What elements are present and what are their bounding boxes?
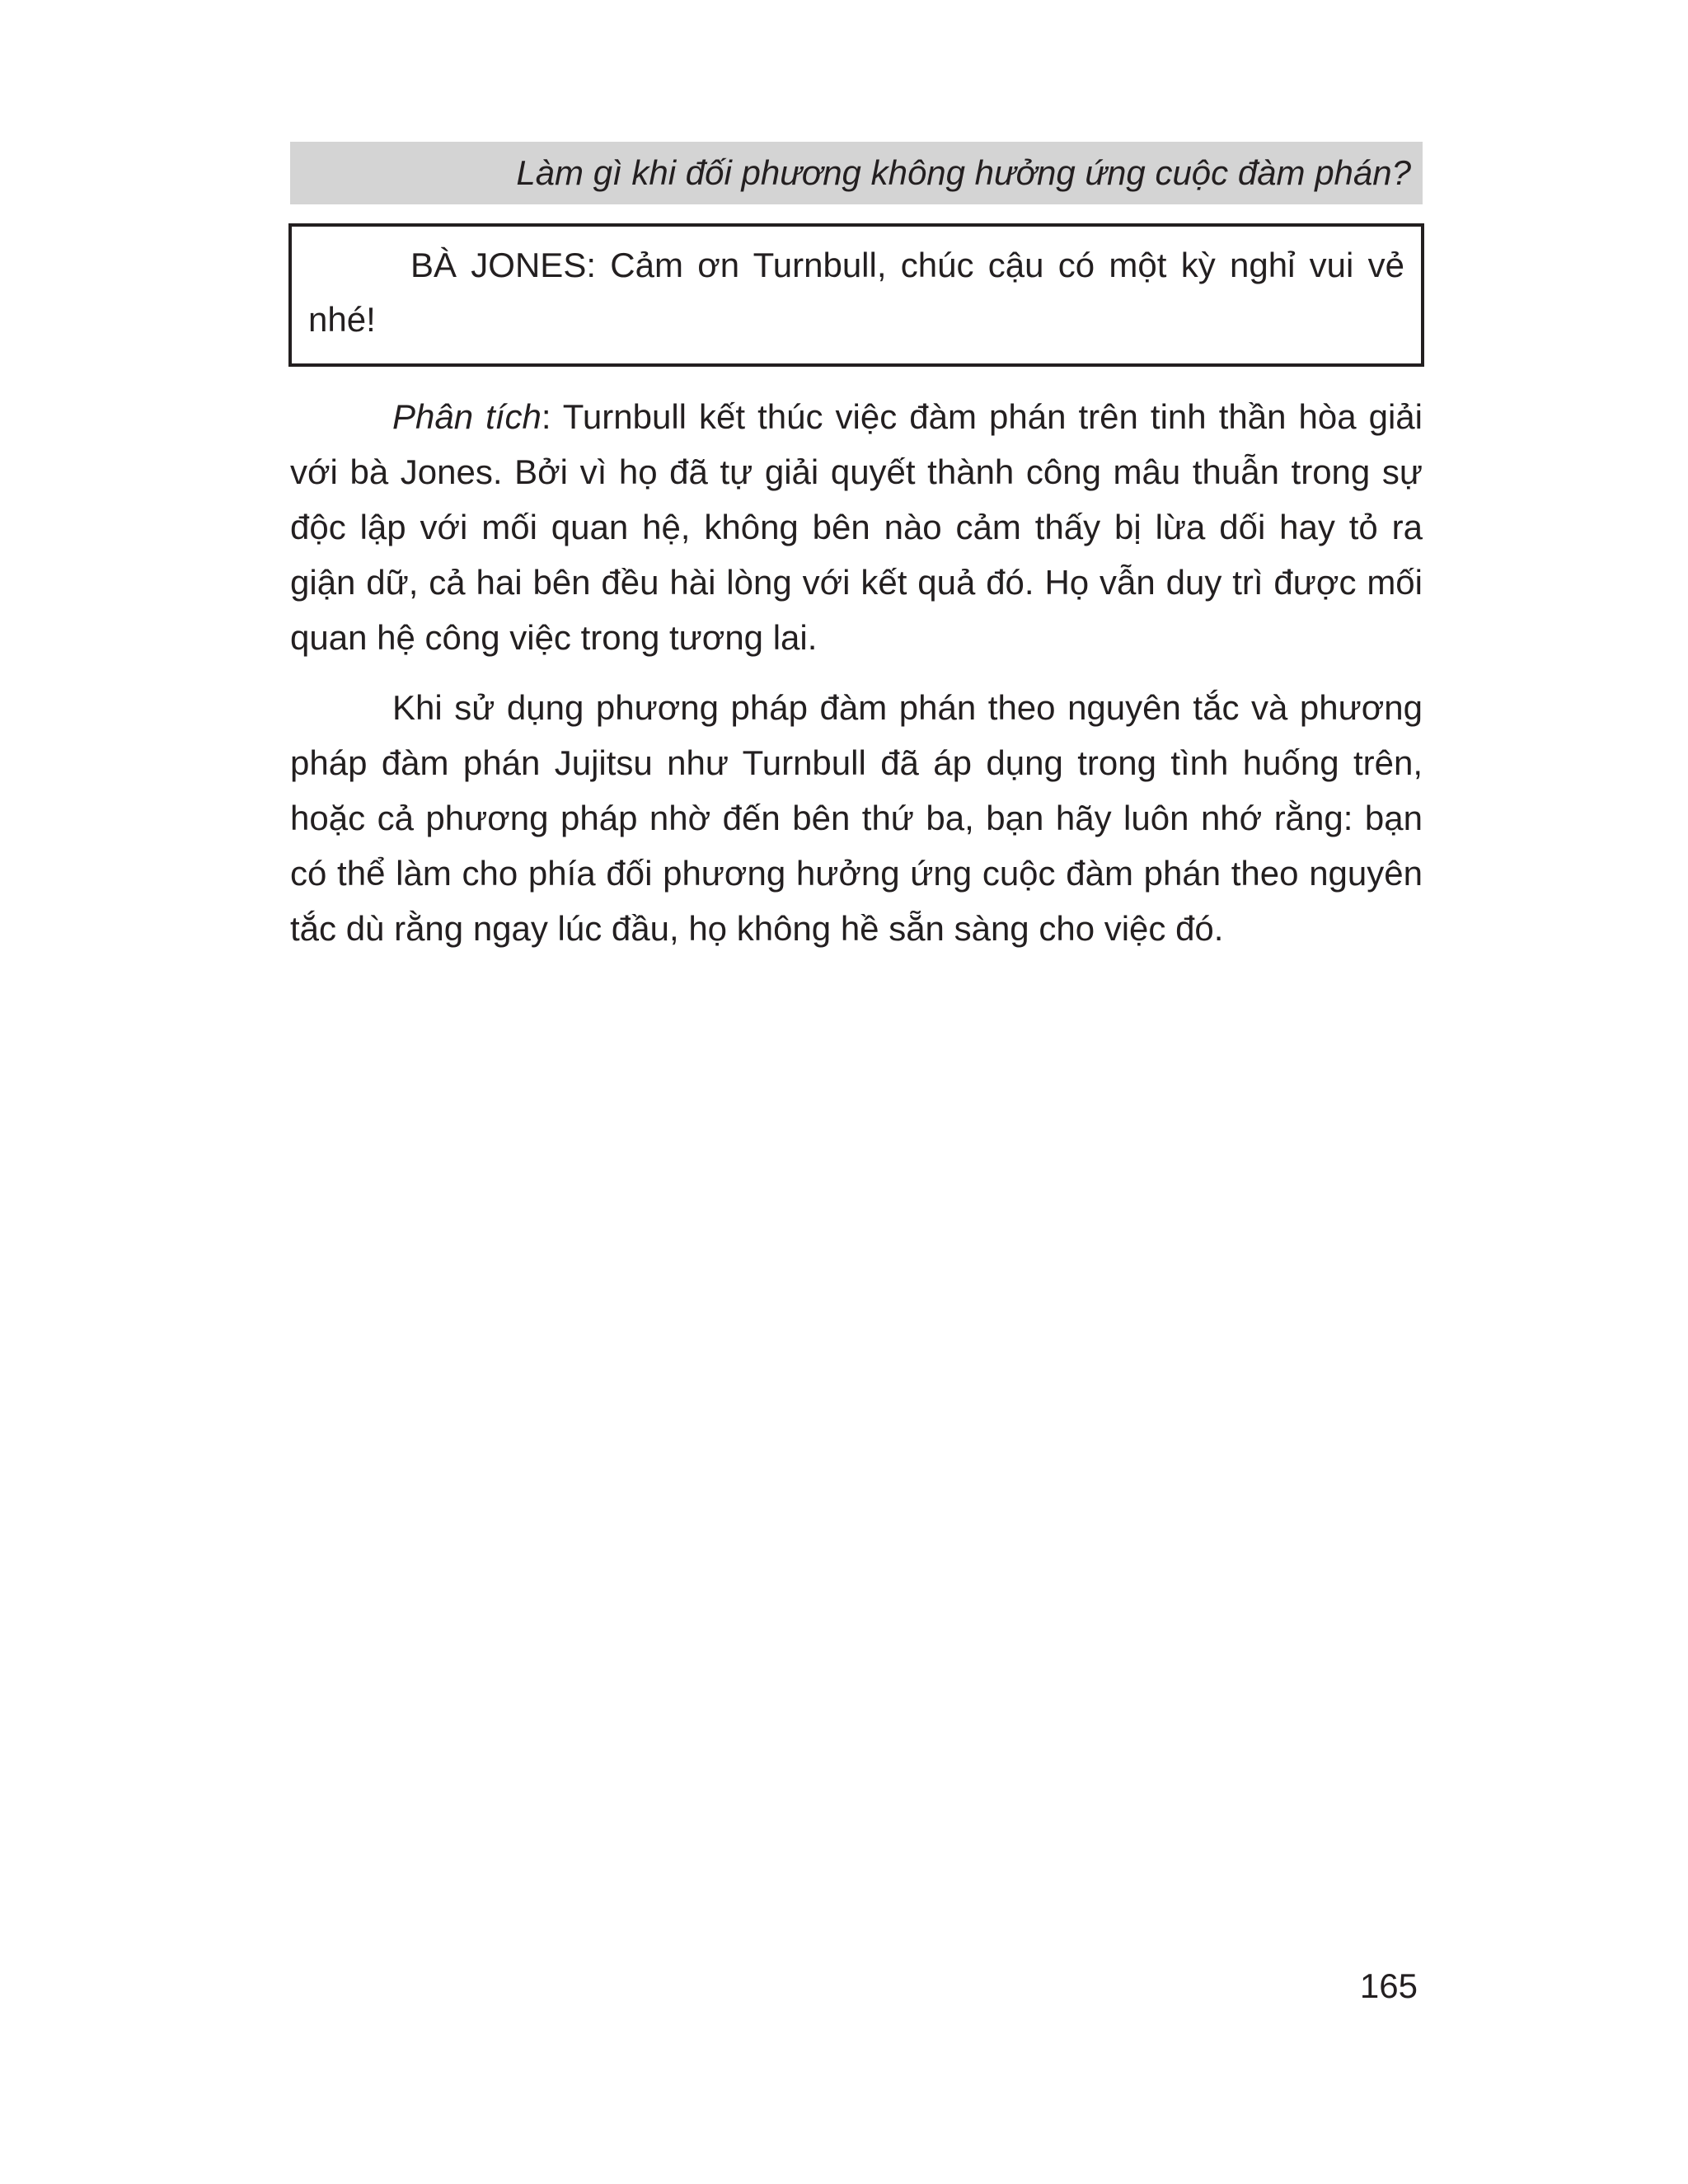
- paragraph-analysis: [290, 389, 1423, 665]
- dialogue-box: [288, 223, 1424, 367]
- body-text: [290, 389, 1423, 971]
- dialogue-text: : Cảm ơn Turnbull, chúc cậu có một kỳ nghỉ vui vẻ nhé!: [308, 246, 1404, 339]
- paragraph-lead: Phân tích: [392, 397, 542, 436]
- paragraph-text: : Turnbull kết thúc việc đàm phán trên tinh thần hòa giải với bà Jones. Bởi vì họ đã tự giải quyết thành công mâu thuẫn trong sự độc lập với mối quan hệ, không bên nào cảm thấy bị lừa dối hay tỏ ra giận dữ, cả hai bên đều hài lòng với kết quả đó. Họ vẫn duy trì được mối quan hệ công việc trong tương lai.: [290, 397, 1423, 657]
- dialogue-line: [308, 238, 1404, 347]
- page-number: 165: [1359, 1966, 1418, 2005]
- running-header: Làm gì khi đối phương không hưởng ứng cuộc đàm phán?: [290, 142, 1423, 204]
- dialogue-speaker: BÀ JONES: [410, 246, 587, 284]
- paragraph-conclusion: Khi sử dụng phương pháp đàm phán theo nguyên tắc và phương pháp đàm phán Jujitsu như Turnbull đã áp dụng trong tình huống trên, hoặc cả phương pháp nhờ đến bên thứ ba, bạn hãy luôn nhớ rằng: bạn có thể làm cho phía đối phương hưởng ứng cuộc đàm phán theo nguyên tắc dù rằng ngay lúc đầu, họ không hề sẵn sàng cho việc đó.: [290, 688, 1423, 948]
